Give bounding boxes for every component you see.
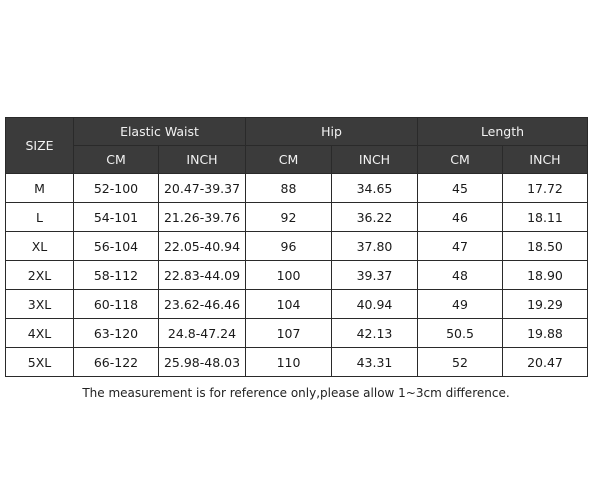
- measurement-cell: 92: [246, 203, 332, 232]
- unit-header: INCH: [332, 146, 418, 174]
- size-cell: L: [6, 203, 74, 232]
- measurement-cell: 19.29: [503, 290, 588, 319]
- table-row: [6, 319, 588, 348]
- table-row: [6, 232, 588, 261]
- table-row: [6, 290, 588, 319]
- unit-header: INCH: [503, 146, 588, 174]
- measurement-cell: 63-120: [74, 319, 159, 348]
- measurement-cell: 40.94: [332, 290, 418, 319]
- measurement-cell: 58-112: [74, 261, 159, 290]
- unit-header: INCH: [159, 146, 246, 174]
- measurement-cell: 25.98-48.03: [159, 348, 246, 377]
- header-row-groups: [6, 118, 588, 146]
- length-header: Length: [418, 118, 588, 146]
- measurement-cell: 20.47-39.37: [159, 174, 246, 203]
- size-chart-header: [6, 118, 588, 174]
- measurement-cell: 21.26-39.76: [159, 203, 246, 232]
- measurement-cell: 52-100: [74, 174, 159, 203]
- measurement-cell: 54-101: [74, 203, 159, 232]
- header-row-units: [6, 146, 588, 174]
- measurement-cell: 52: [418, 348, 503, 377]
- measurement-cell: 104: [246, 290, 332, 319]
- measurement-cell: 22.05-40.94: [159, 232, 246, 261]
- measurement-cell: 39.37: [332, 261, 418, 290]
- measurement-cell: 23.62-46.46: [159, 290, 246, 319]
- measurement-cell: 49: [418, 290, 503, 319]
- size-cell: M: [6, 174, 74, 203]
- measurement-cell: 36.22: [332, 203, 418, 232]
- measurement-cell: 50.5: [418, 319, 503, 348]
- measurement-cell: 22.83-44.09: [159, 261, 246, 290]
- measurement-cell: 47: [418, 232, 503, 261]
- measurement-cell: 24.8-47.24: [159, 319, 246, 348]
- table-row: [6, 261, 588, 290]
- measurement-cell: 100: [246, 261, 332, 290]
- measurement-cell: 56-104: [74, 232, 159, 261]
- measurement-cell: 18.11: [503, 203, 588, 232]
- measurement-cell: 43.31: [332, 348, 418, 377]
- size-chart-body: [6, 174, 588, 377]
- unit-header: CM: [246, 146, 332, 174]
- size-cell: XL: [6, 232, 74, 261]
- measurement-note: The measurement is for reference only,please allow 1~3cm difference.: [82, 386, 510, 400]
- measurement-cell: 19.88: [503, 319, 588, 348]
- size-cell: 5XL: [6, 348, 74, 377]
- size-chart-table: [5, 117, 588, 377]
- table-row: [6, 203, 588, 232]
- measurement-cell: 48: [418, 261, 503, 290]
- table-row: [6, 348, 588, 377]
- unit-header: CM: [418, 146, 503, 174]
- measurement-cell: 45: [418, 174, 503, 203]
- measurement-cell: 66-122: [74, 348, 159, 377]
- measurement-cell: 18.90: [503, 261, 588, 290]
- measurement-cell: 96: [246, 232, 332, 261]
- size-cell: 4XL: [6, 319, 74, 348]
- size-cell: 2XL: [6, 261, 74, 290]
- measurement-cell: 46: [418, 203, 503, 232]
- measurement-cell: 60-118: [74, 290, 159, 319]
- measurement-cell: 34.65: [332, 174, 418, 203]
- measurement-cell: 107: [246, 319, 332, 348]
- measurement-cell: 88: [246, 174, 332, 203]
- measurement-cell: 110: [246, 348, 332, 377]
- size-column-header: SIZE: [6, 118, 74, 174]
- measurement-cell: 37.80: [332, 232, 418, 261]
- measurement-cell: 18.50: [503, 232, 588, 261]
- unit-header: CM: [74, 146, 159, 174]
- measurement-cell: 17.72: [503, 174, 588, 203]
- size-cell: 3XL: [6, 290, 74, 319]
- elastic-waist-header: Elastic Waist: [74, 118, 246, 146]
- hip-header: Hip: [246, 118, 418, 146]
- measurement-cell: 20.47: [503, 348, 588, 377]
- table-row: [6, 174, 588, 203]
- measurement-cell: 42.13: [332, 319, 418, 348]
